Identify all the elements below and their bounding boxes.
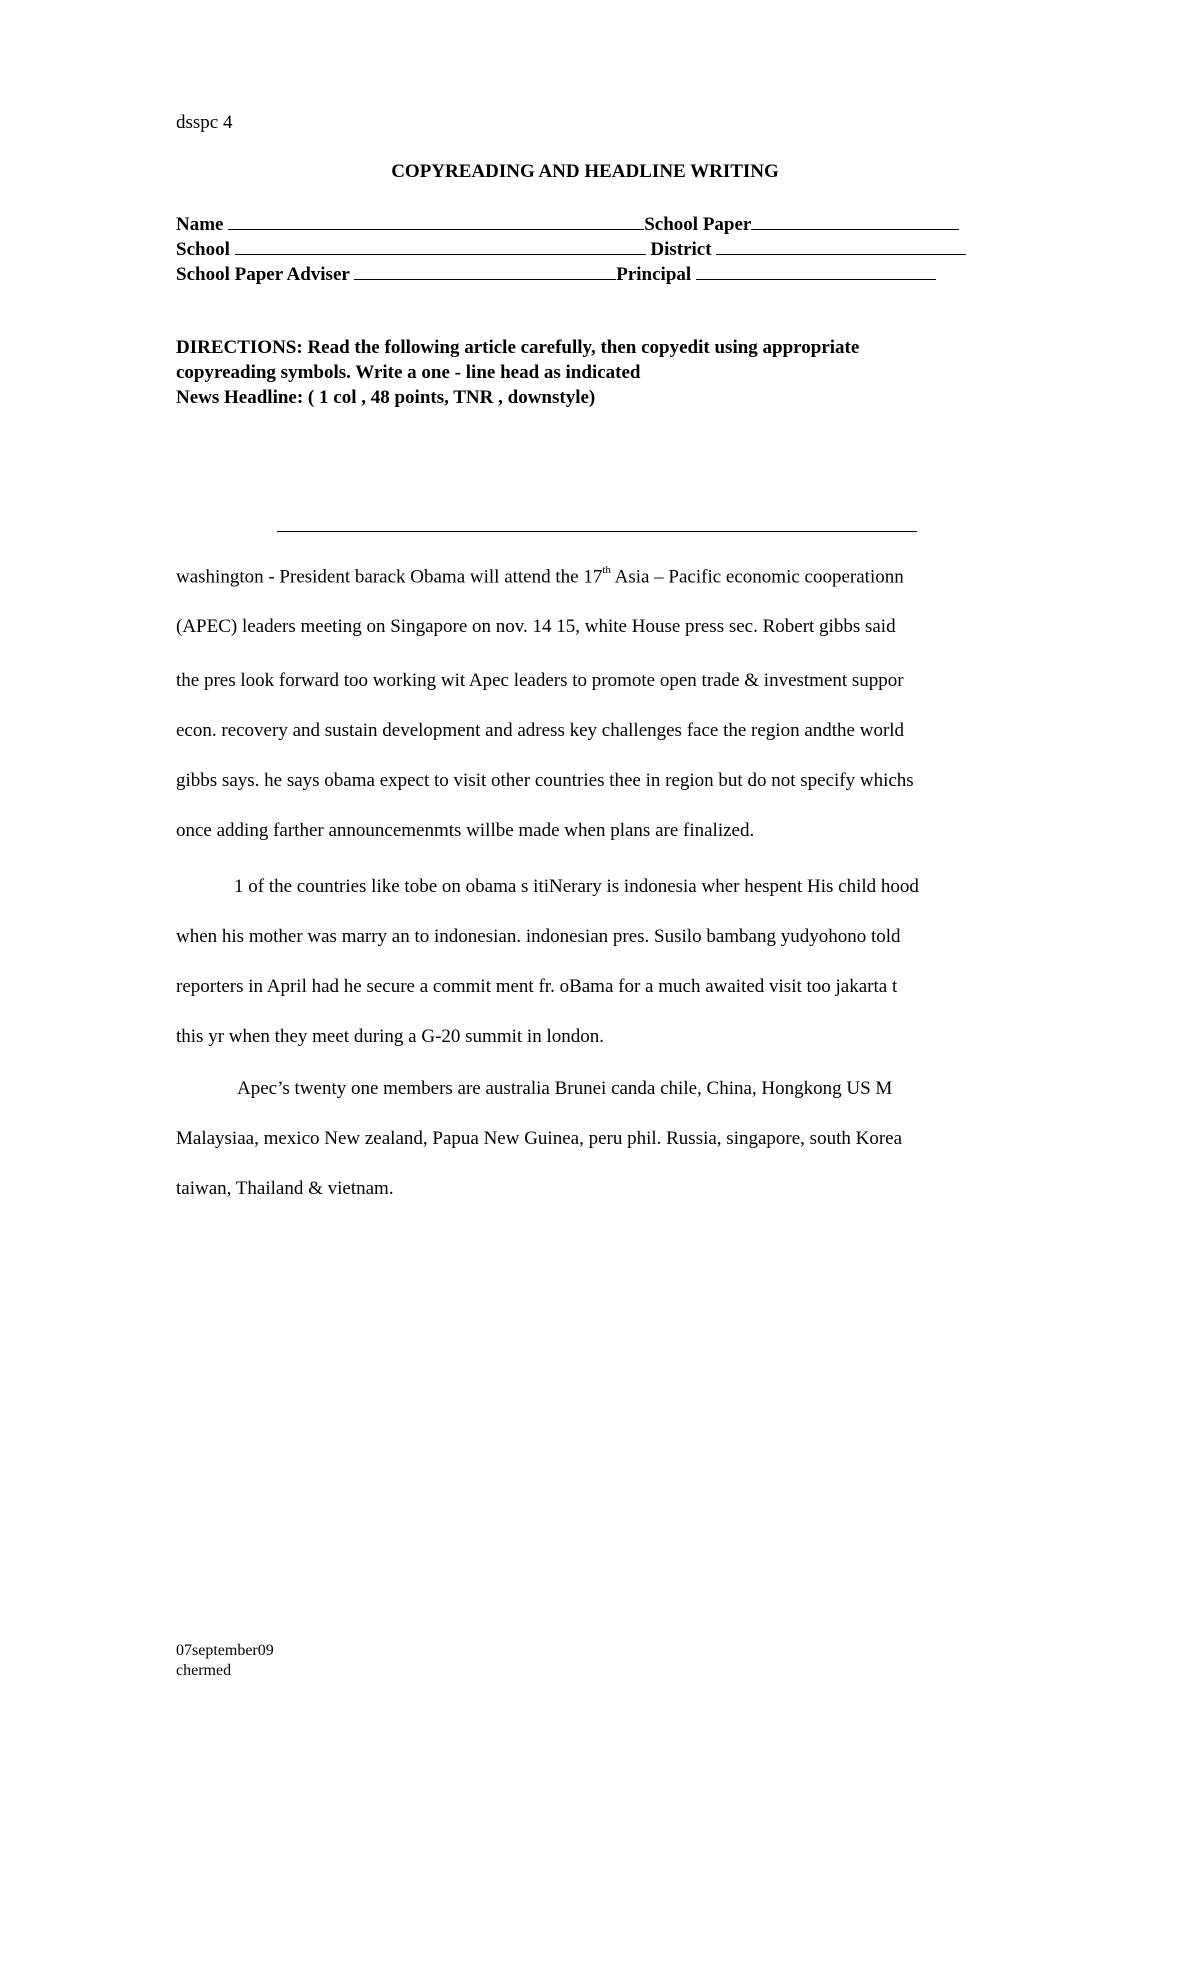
adviser-blank — [354, 261, 616, 280]
form-row-name — [176, 211, 959, 236]
school-label: School — [176, 239, 230, 260]
article-line: the pres look forward too working wit Apec leaders to promote open trade & investment suppor — [176, 670, 904, 691]
footer-author: chermed — [176, 1662, 232, 1679]
article-line: this yr when they meet during a G-20 summit in london. — [176, 1026, 604, 1047]
school-paper-label: School Paper — [644, 214, 752, 235]
principal-label: Principal — [616, 264, 692, 285]
principal-blank — [696, 261, 936, 280]
article-line: (APEC) leaders meeting on Singapore on nov. 14 15, white House press sec. Robert gibbs said — [176, 616, 896, 637]
article-line: taiwan, Thailand & vietnam. — [176, 1178, 394, 1199]
article-line: once adding farther announcemenmts willbe made when plans are finalized. — [176, 820, 755, 841]
headline-spec: News Headline: ( 1 col , 48 points, TNR , downstyle) — [176, 387, 596, 408]
headline-answer-line — [277, 531, 917, 532]
school-blank — [235, 236, 646, 255]
directions-line: copyreading symbols. Write a one - line head as indicated — [176, 362, 641, 383]
article-line: reporters in April had he secure a commit ment fr. oBama for a much awaited visit too jakarta t — [176, 976, 898, 997]
document-code: dsspc 4 — [176, 112, 233, 133]
article-line: Apec’s twenty one members are australia Brunei canda chile, China, Hongkong US M — [237, 1078, 893, 1099]
article-line: econ. recovery and sustain development and adress key challenges face the region andthe world — [176, 720, 905, 741]
school-paper-blank — [751, 211, 959, 230]
directions-line: DIRECTIONS: Read the following article carefully, then copyedit using appropriate — [176, 337, 860, 358]
adviser-label: School Paper Adviser — [176, 264, 350, 285]
form-row-adviser — [176, 261, 936, 286]
footer-date: 07september09 — [176, 1642, 274, 1659]
article-line: when his mother was marry an to indonesian. indonesian pres. Susilo bambang yudyohono told — [176, 926, 901, 947]
page-title: COPYREADING AND HEADLINE WRITING — [391, 161, 779, 182]
name-blank — [228, 211, 644, 230]
name-label: Name — [176, 214, 224, 235]
directions — [176, 335, 859, 410]
article-line: washington - President barack Obama will attend the 17th Asia – Pacific economic cooperationn — [176, 564, 904, 588]
article-line: gibbs says. he says obama expect to visit other countries thee in region but do not specify whichs — [176, 770, 914, 791]
form-row-school — [176, 236, 966, 261]
district-label: District — [650, 239, 712, 260]
article-line: Malaysiaa, mexico New zealand, Papua New Guinea, peru phil. Russia, singapore, south Korea — [176, 1128, 903, 1149]
district-blank — [716, 236, 966, 255]
article-line: 1 of the countries like tobe on obama s itiNerary is indonesia wher hespent His child hood — [234, 876, 919, 897]
